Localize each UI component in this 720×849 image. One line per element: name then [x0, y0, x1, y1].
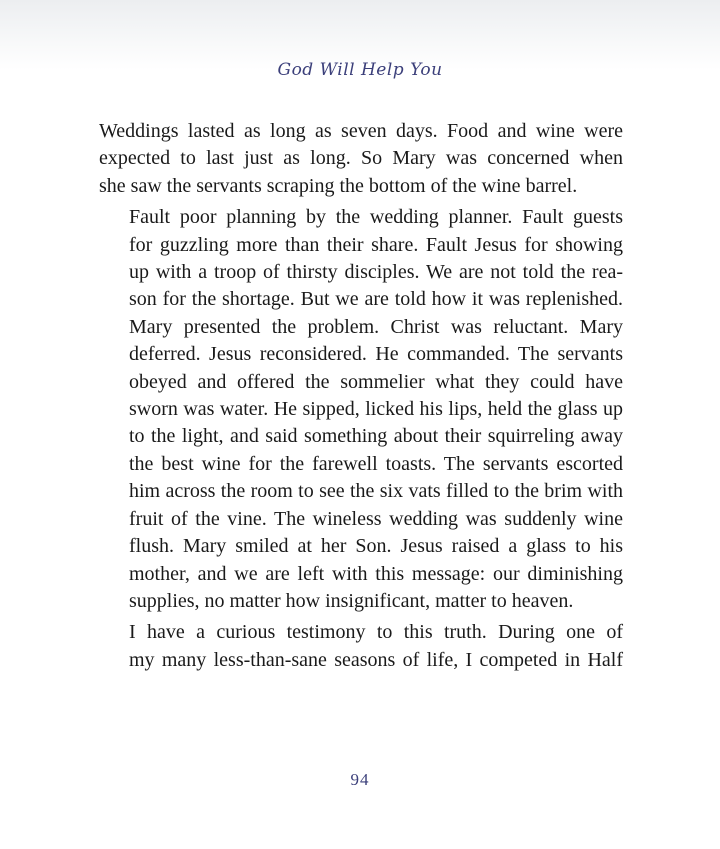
text-line: Weddings lasted as long as seven days. Food and wine were: [99, 120, 623, 142]
body-text: [99, 118, 623, 674]
text-line: the best wine for the farewell toasts. The servants escorted: [129, 452, 623, 475]
paragraph-1: [99, 118, 623, 200]
running-head: God Will Help You: [277, 60, 443, 80]
text-line: son for the shortage. But we are told how it was replenished.: [129, 288, 623, 311]
text-line: I have a curious testimony to this truth. During one of: [129, 621, 623, 644]
page-number: 94: [350, 770, 370, 789]
text-line: mother, and we are left with this message: our diminishing: [129, 562, 623, 585]
paragraph-3: [99, 619, 623, 674]
text-line: him across the room to see the six vats filled to the brim with: [129, 480, 623, 503]
text-line: up with a troop of thirsty disciples. We are not told the rea-: [129, 261, 623, 284]
text-line: to the light, and said something about their squirreling away: [129, 425, 623, 448]
text-line: for guzzling more than their share. Fault Jesus for showing: [129, 233, 623, 256]
text-line: my many less-than-sane seasons of life, I competed in Half: [129, 648, 623, 671]
text-line: Fault poor planning by the wedding planner. Fault guests: [129, 206, 623, 229]
text-line: obeyed and offered the sommelier what they could have: [129, 370, 623, 393]
paragraph-2: [99, 204, 623, 615]
text-line: she saw the servants scraping the bottom of the wine barrel.: [99, 174, 578, 197]
text-line: Mary presented the problem. Christ was reluctant. Mary: [129, 315, 623, 338]
text-line: deferred. Jesus reconsidered. He commanded. The servants: [129, 343, 623, 366]
text-line: sworn was water. He sipped, licked his lips, held the glass up: [129, 398, 623, 421]
text-line: expected to last just as long. So Mary was concerned when: [99, 147, 623, 170]
text-line: flush. Mary smiled at her Son. Jesus raised a glass to his: [129, 535, 623, 558]
text-line: fruit of the vine. The wineless wedding was suddenly wine: [129, 507, 623, 530]
text-line: supplies, no matter how insignificant, matter to heaven.: [129, 589, 574, 612]
